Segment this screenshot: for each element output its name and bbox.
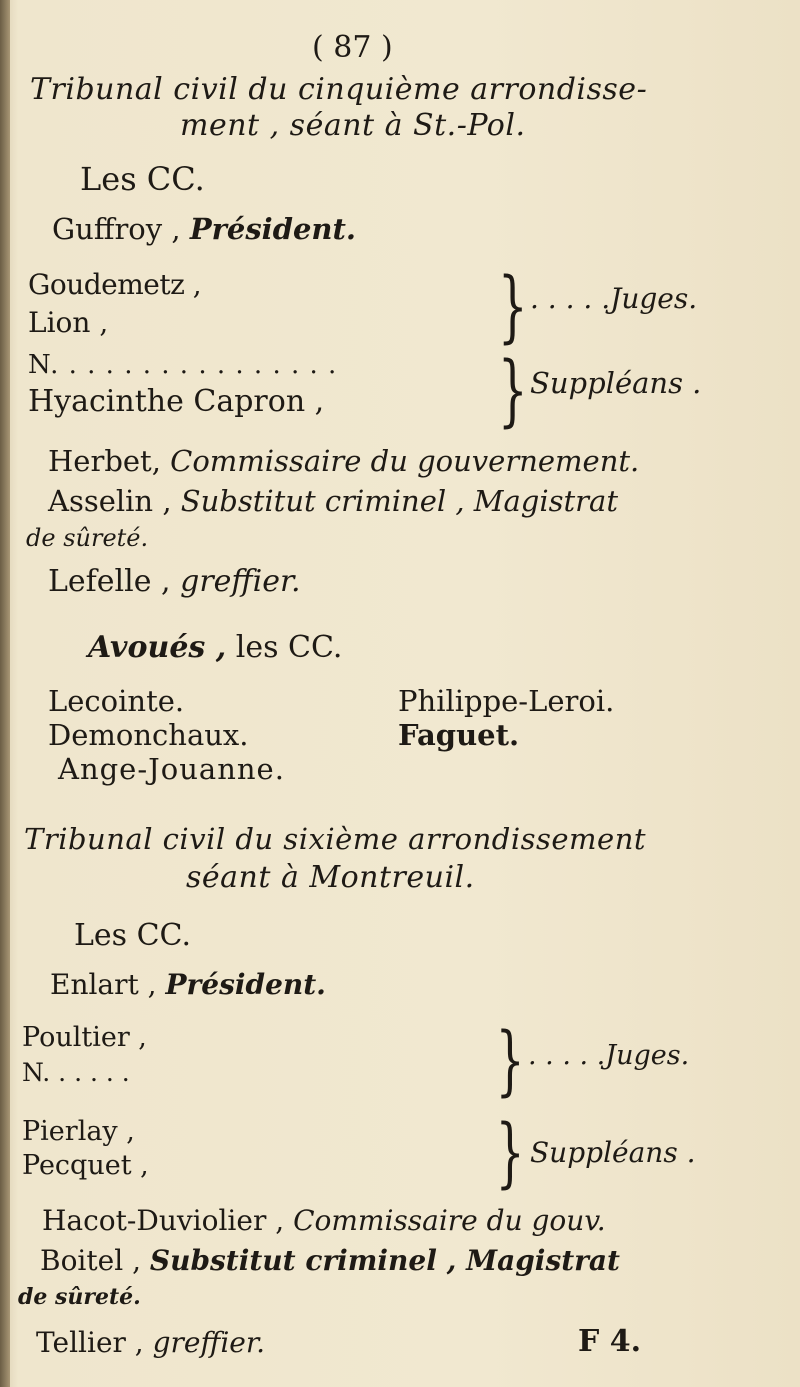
section2-judge-1: Poultier , <box>22 1022 147 1053</box>
substitut-role: Substitut criminel , Magistrat <box>180 484 618 518</box>
section1-judge-2: Lion , <box>28 306 109 339</box>
page-spine <box>0 0 10 1387</box>
greffier-role: greffier. <box>180 564 301 599</box>
page-number: ( 87 ) <box>312 30 393 65</box>
section2-substitut <box>40 1244 620 1277</box>
commissaire-role: Commissaire du gouv. <box>293 1204 606 1237</box>
avoue-right-1: Philippe-Leroi. <box>398 684 615 718</box>
substitut-name: Boitel , <box>40 1244 141 1277</box>
section2-judges-brace: } <box>495 1015 525 1104</box>
avoue-left-3: Ange-Jouanne. <box>58 752 285 786</box>
section1-judge-1: Goudemetz , <box>28 268 202 301</box>
president-role: Président. <box>165 968 326 1001</box>
section1-president <box>52 212 356 246</box>
greffier-role: greffier. <box>152 1326 266 1359</box>
section1-judges-label: . . . . .Juges. <box>530 282 698 315</box>
avoues-les-cc: les CC. <box>235 630 343 665</box>
section2-greffier <box>36 1326 265 1359</box>
section1-substitut <box>48 484 618 518</box>
president-role: Président. <box>189 212 356 246</box>
section2-suppleant-1: Pierlay , <box>22 1116 135 1147</box>
avoue-left-1: Lecointe. <box>48 684 185 718</box>
greffier-name: Lefelle , <box>48 564 171 599</box>
greffier-name: Tellier , <box>36 1326 144 1359</box>
avoue-right-2: Faguet. <box>398 718 520 752</box>
president-name: Enlart , <box>50 968 157 1001</box>
section2-suppleans-brace: } <box>495 1107 525 1196</box>
section1-judges-brace: } <box>497 262 528 352</box>
section2-title-line2: séant à Montreuil. <box>186 860 475 895</box>
section2-commissaire <box>42 1204 606 1237</box>
avoues-title: Avoués , <box>88 630 227 665</box>
section2-judge-2: N. . . . . . <box>22 1058 130 1087</box>
section1-les-cc: Les CC. <box>80 160 205 198</box>
section1-commissaire <box>48 444 639 478</box>
section1-suppleant-1: N. . . . . . . . . . . . . . . . <box>28 350 338 380</box>
section1-title-line2: ment , séant à St.-Pol. <box>180 108 526 143</box>
substitut-role: Substitut criminel , Magistrat <box>149 1244 620 1277</box>
section1-greffier <box>48 564 301 599</box>
section2-judges-label: . . . . .Juges. <box>528 1040 690 1071</box>
section1-title-line1: Tribunal civil du cinquième arrondisse- <box>30 72 648 107</box>
section1-suppleans-brace: } <box>497 346 528 436</box>
president-name: Guffroy , <box>52 212 181 246</box>
section1-surete: de sûreté. <box>26 524 149 552</box>
section2-suppleant-2: Pecquet , <box>22 1150 149 1181</box>
section2-surete: de sûreté. <box>18 1284 141 1310</box>
section1-suppleant-2: Hyacinthe Capron , <box>28 384 325 419</box>
section2-suppleans-label: Suppléans . <box>530 1136 696 1169</box>
section2-title-line1: Tribunal civil du sixième arrondissement <box>24 822 647 856</box>
section2-president <box>50 968 326 1001</box>
signature-mark: F 4. <box>578 1324 642 1359</box>
commissaire-name: Herbet, <box>48 444 161 478</box>
substitut-name: Asselin , <box>48 484 172 518</box>
section2-les-cc: Les CC. <box>74 918 191 953</box>
avoue-left-2: Demonchaux. <box>48 718 249 752</box>
section1-suppleans-label: Suppléans . <box>530 366 702 400</box>
commissaire-role: Commissaire du gouvernement. <box>170 444 640 478</box>
commissaire-name: Hacot-Duviolier , <box>42 1204 285 1237</box>
section1-avoues-heading <box>88 630 342 665</box>
